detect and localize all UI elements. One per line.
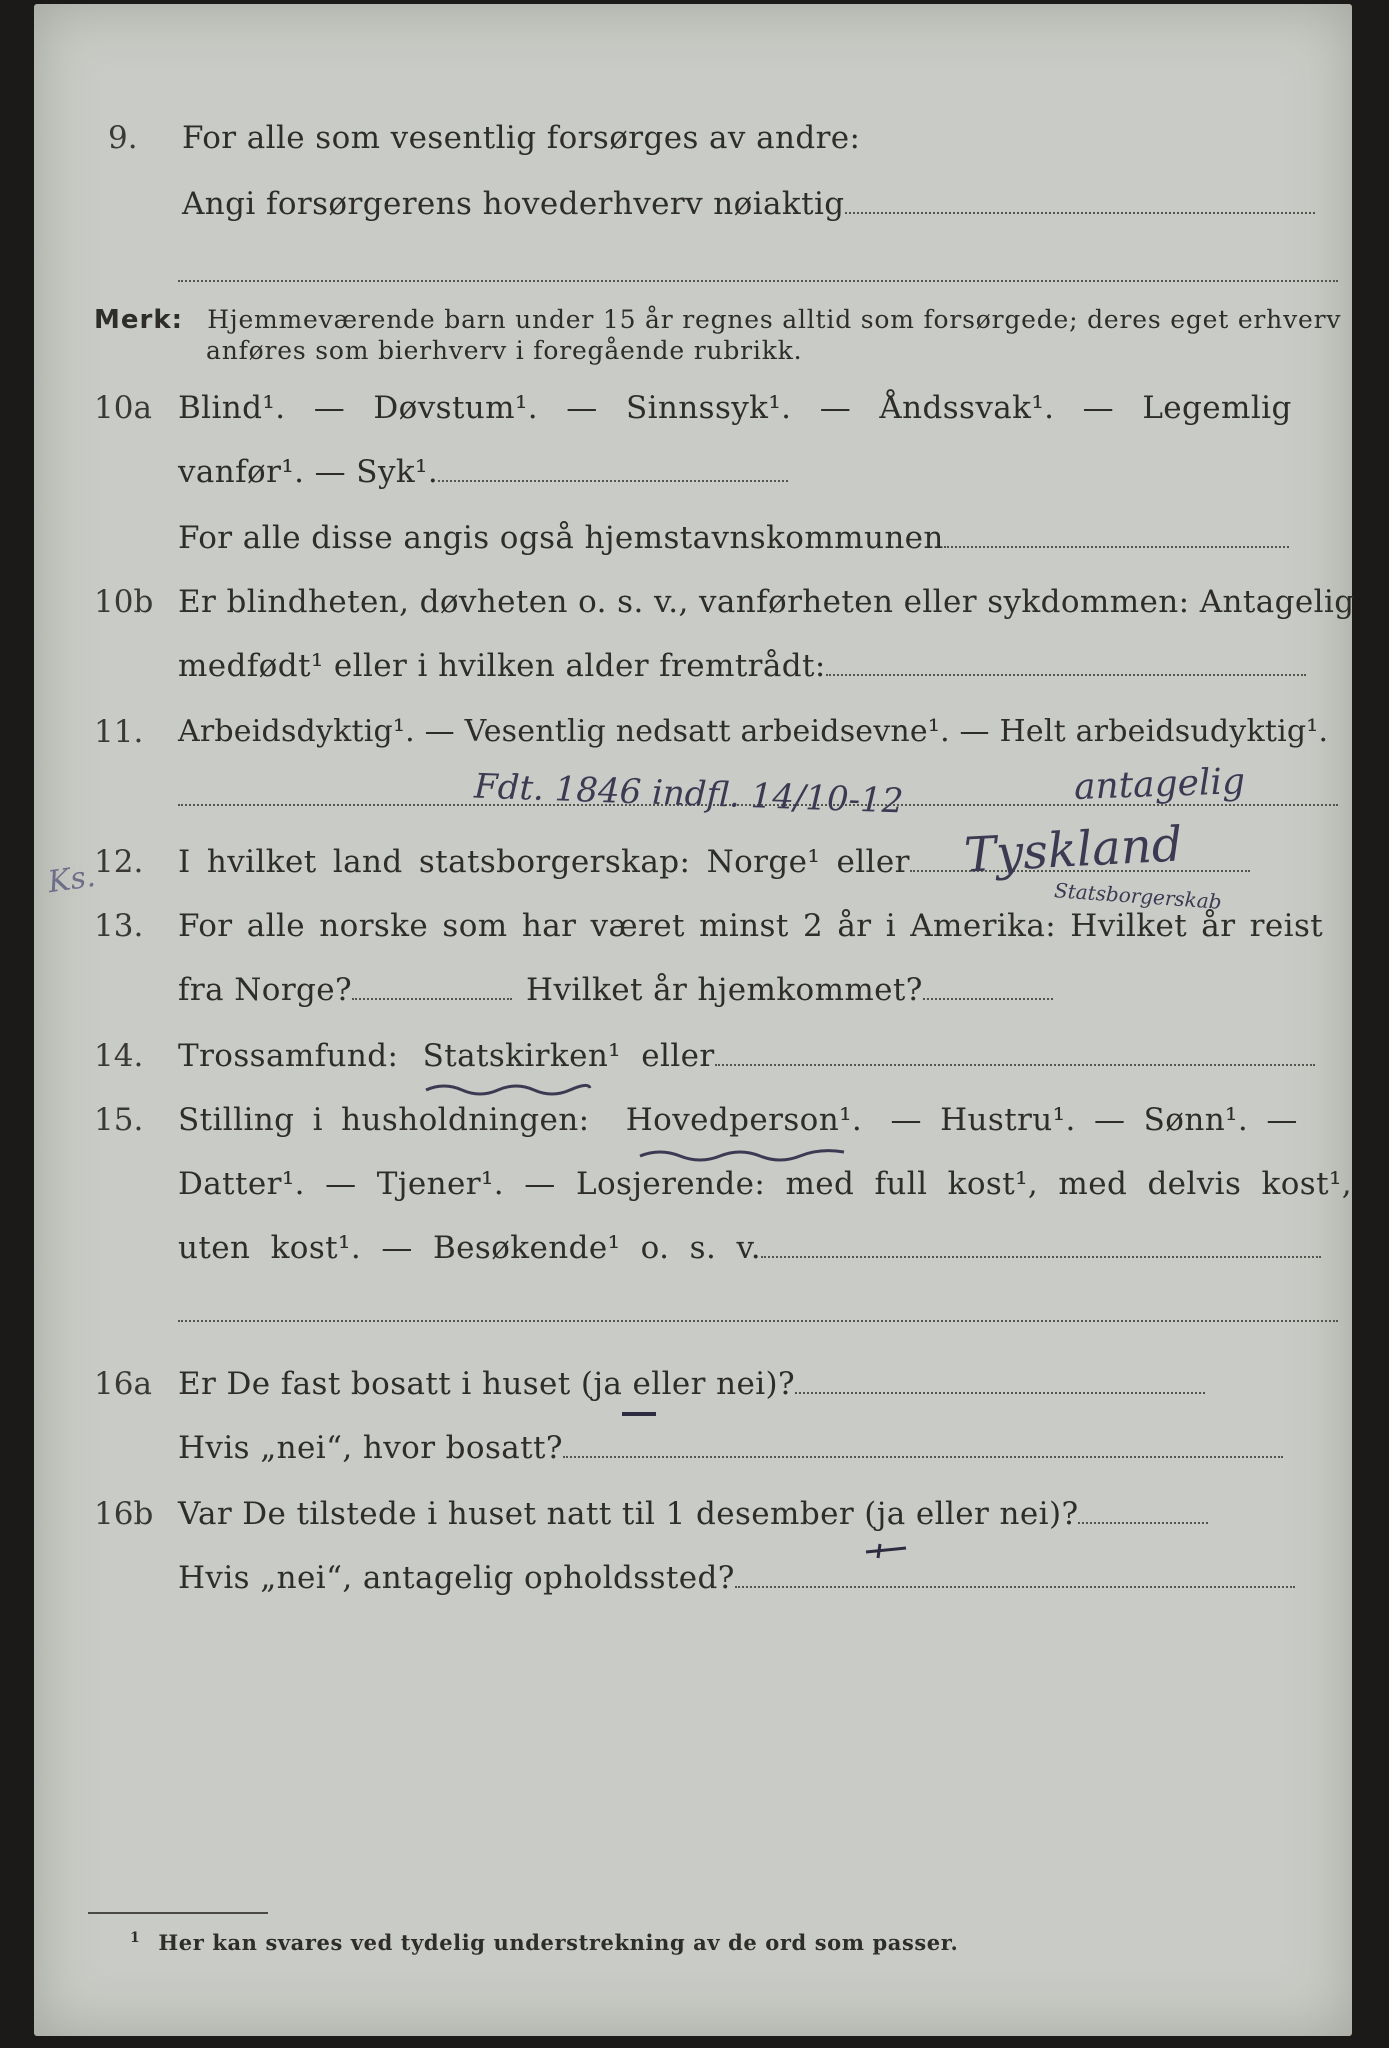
q16b-line1 xyxy=(178,1496,1208,1532)
q16b-answer-line[interactable] xyxy=(1078,1518,1208,1524)
q14-answer-line[interactable] xyxy=(715,1060,1315,1066)
q14-text-or: eller xyxy=(641,1038,715,1074)
q12-handwritten-note: Statsborgerskab xyxy=(1053,878,1223,914)
q10a-line2 xyxy=(178,454,788,490)
q9-number: 9. xyxy=(108,120,138,156)
footnote-text: Her kan svares ved tydelig understrekning av de ord som passer. xyxy=(158,1930,959,1955)
q16a-residence-line[interactable] xyxy=(563,1452,1283,1458)
q10a-line3 xyxy=(178,520,1289,556)
q13-year-return-line[interactable] xyxy=(923,994,1053,1000)
merk-line1: Hjemmeværende barn under 15 år regnes alltid som forsørgede; deres eget erhverv xyxy=(207,305,1342,334)
q9-line2 xyxy=(182,186,1315,222)
q10b-line2 xyxy=(178,648,1306,684)
q9-answer-line[interactable] xyxy=(845,208,1315,214)
q15-number: 15. xyxy=(94,1102,144,1138)
footnote xyxy=(130,1930,958,1955)
merk-label: Merk: xyxy=(94,305,184,335)
q16a-answer-line[interactable] xyxy=(795,1388,1205,1394)
q16a-line2 xyxy=(178,1430,1283,1466)
q15-answer-line-2[interactable] xyxy=(178,1320,1338,1322)
q11-line1: Arbeidsdyktig¹. — Vesentlig nedsatt arbeidsevne¹. — Helt arbeidsudyktig¹. xyxy=(178,714,1329,749)
q10a-answer-line[interactable] xyxy=(438,476,788,482)
merk-line2: anføres som bierhverv i foregående rubrikk. xyxy=(206,336,803,365)
q9-answer-line-2[interactable] xyxy=(178,280,1338,282)
q11-handwritten-answer: antagelig xyxy=(1073,761,1246,808)
q16b-line2 xyxy=(178,1560,1295,1596)
q15-label: Stilling i husholdningen: xyxy=(178,1102,590,1138)
q16b-line1-text: Var De tilstede i huset natt til 1 desember (ja eller nei)? xyxy=(178,1496,1079,1532)
q9-line1: For alle som vesentlig forsørges av andre: xyxy=(182,120,861,156)
q13-line2 xyxy=(178,972,1053,1008)
q14-handwritten-underline xyxy=(424,1080,594,1100)
q15-line1 xyxy=(178,1102,1298,1138)
q16a-line1-text: Er De fast bosatt i huset (ja eller nei)? xyxy=(178,1366,796,1402)
q16a-number: 16a xyxy=(94,1366,152,1402)
q13-year-left-line[interactable] xyxy=(352,994,512,1000)
q10a-municipality-line[interactable] xyxy=(944,542,1289,548)
q16a-line2-text: Hvis „nei“, hvor bosatt? xyxy=(178,1430,563,1466)
q12-handwritten-answer: Tyskland xyxy=(962,816,1184,884)
q15-option-hovedperson[interactable]: Hovedperson¹. xyxy=(625,1102,863,1138)
q12-text: I hvilket land statsborgerskap: Norge¹ eller xyxy=(178,844,910,880)
merk-block xyxy=(94,300,1341,336)
q13-text-from: fra Norge? xyxy=(178,972,353,1008)
q10b-answer-line[interactable] xyxy=(826,670,1306,676)
q13-line1: For alle norske som har været minst 2 år i Amerika: Hvilket år reist xyxy=(178,908,1324,944)
q15-line3 xyxy=(178,1230,1321,1266)
q14-label: Trossamfund: xyxy=(178,1038,399,1074)
q16a-line1 xyxy=(178,1366,1205,1402)
q16a-handwritten-underline xyxy=(620,1408,660,1420)
q10a-line2-text: vanfør¹. — Syk¹. xyxy=(178,454,439,490)
q15-options-rest: — Hustru¹. — Sønn¹. — xyxy=(890,1102,1298,1138)
q10a-line1: Blind¹. — Døvstum¹. — Sinnssyk¹. — Åndssvak¹. — Legemlig xyxy=(178,390,1292,426)
q13-number: 13. xyxy=(94,908,144,944)
census-form-page xyxy=(34,4,1355,2036)
q11-handwritten-note: Fdt. 1846 indfl. 14/10-12 xyxy=(473,766,905,822)
q10b-line2-text: medfødt¹ eller i hvilken alder fremtrådt: xyxy=(178,648,826,684)
q11-number: 11. xyxy=(94,714,144,750)
q12-number: 12. xyxy=(94,844,144,880)
q10b-number: 10b xyxy=(94,584,154,620)
footnote-rule xyxy=(88,1912,268,1914)
q16b-number: 16b xyxy=(94,1496,154,1532)
q14-option-statskirken[interactable]: Statskirken¹ xyxy=(422,1038,622,1074)
margin-handwritten-mark: Ks. xyxy=(45,858,98,901)
footnote-mark: 1 xyxy=(130,1930,141,1946)
q15-answer-line[interactable] xyxy=(761,1252,1321,1258)
q15-line2: Datter¹. — Tjener¹. — Losjerende: med full kost¹, med delvis kost¹, xyxy=(178,1166,1353,1202)
q14-number: 14. xyxy=(94,1038,144,1074)
q16b-line2-text: Hvis „nei“, antagelig opholdssted? xyxy=(178,1560,735,1596)
q10a-number: 10a xyxy=(94,390,152,426)
q9-line2-text: Angi forsørgerens hovederhverv nøiaktig xyxy=(182,186,845,222)
q13-text-return: Hvilket år hjemkommet? xyxy=(526,972,923,1008)
q14-line xyxy=(178,1038,1315,1074)
q15-line3-text: uten kost¹. — Besøkende¹ o. s. v. xyxy=(178,1230,761,1266)
q15-handwritten-underline xyxy=(638,1144,848,1164)
q16b-whereabouts-line[interactable] xyxy=(735,1582,1295,1588)
q10a-line3-text: For alle disse angis også hjemstavnskommunen xyxy=(178,520,944,556)
q16b-handwritten-mark xyxy=(862,1540,912,1560)
q10b-line1: Er blindheten, døvheten o. s. v., vanførheten eller sykdommen: Antagelig xyxy=(178,584,1355,620)
